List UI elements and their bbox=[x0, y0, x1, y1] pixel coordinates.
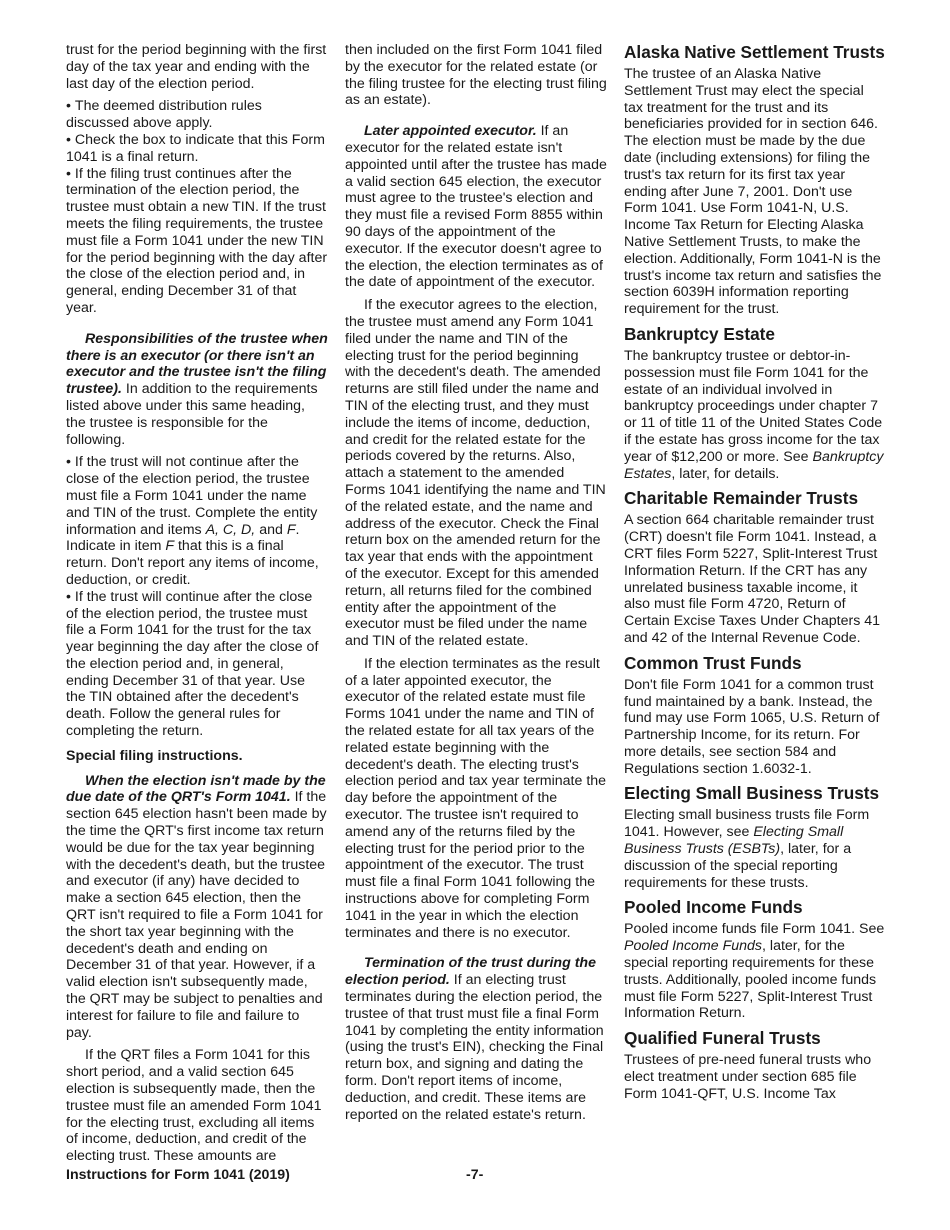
column-3 bbox=[624, 42, 886, 1109]
paragraph bbox=[345, 123, 607, 291]
cross-reference: Electing Small Business Trusts (ESBTs) bbox=[624, 824, 844, 858]
section-heading: Pooled Income Funds bbox=[624, 897, 803, 918]
bullet-item: • If the filing trust continues after the termination of the election period, the trustee must obtain a new TIN. If the trust meets the filing requirements, the trustee must file a Form 1041 under the new TIN for the period beginning with the day after the close of the election period and, in general, ending December 31 of that year. bbox=[66, 166, 328, 317]
text: F bbox=[165, 538, 175, 555]
text: . Indicate in item bbox=[66, 521, 300, 555]
run-in-heading: Later appointed executor. bbox=[364, 123, 537, 140]
paragraph bbox=[624, 921, 886, 1022]
paragraph bbox=[66, 773, 328, 1042]
run-in-heading: When the election isn't made by the due date of the QRT's Form 1041. bbox=[66, 772, 326, 806]
column-2 bbox=[345, 42, 607, 1129]
section-heading: Qualified Funeral Trusts bbox=[624, 1028, 821, 1049]
text: Electing small business trusts file Form 1041. However, see bbox=[624, 807, 870, 841]
text: A, C, D, bbox=[205, 521, 256, 538]
section-heading: Bankruptcy Estate bbox=[624, 323, 775, 344]
cross-reference: Bankruptcy Estates bbox=[624, 448, 884, 482]
run-in-heading: Termination of the trust during the election period. bbox=[345, 955, 596, 989]
text: , later, for a discussion of the special reporting requirements for these trusts. bbox=[624, 841, 852, 891]
section-heading: Charitable Remainder Trusts bbox=[624, 488, 859, 509]
text: and bbox=[255, 521, 287, 538]
paragraph bbox=[624, 807, 886, 891]
paragraph: Don't file Form 1041 for a common trust fund maintained by a bank. Instead, the fund may use Form 1065, U.S. Return of Partnership Income, for its return. For more details, see section 584 and Regulations section 1.6032-1. bbox=[624, 676, 880, 777]
text: , later, for details. bbox=[671, 465, 780, 482]
paragraph: A section 664 charitable remainder trust (CRT) doesn't file Form 1041. Instead, a CRT files Form 5227, Split-Interest Trust Information Return. If the CRT has any unrelated business taxable income, it also must file Form 4720, Return of Certain Excise Taxes Under Chapters 41 and 42 of the Internal Revenue Code. bbox=[624, 512, 881, 646]
paragraph-text: If an electing trust terminates during the election period, the trustee of that trust must file a final Form 1041 by completing the entity information (using the trust's EIN), checking the Final return box, and signing and dating the form. Don't report items of income, deduction, and credit. These items are reported on the related estate's return. bbox=[345, 972, 604, 1123]
text: F bbox=[286, 521, 296, 538]
text: Pooled income funds file Form 1041. See bbox=[624, 921, 885, 938]
paragraph-text: If the section 645 election hasn't been made by the time the QRT's first income tax return would be due for the tax year beginning with the decedent's death, but the trustee and executor (if any) have decided to make a section 645 election, then the QRT isn't required to file a Form 1041 for the short tax year beginning with the decedent's death and ending on December 31 of that year. However, if a valid election isn't subsequently made, the QRT may be subject to penalties and interest for failure to file and failure to pay. bbox=[66, 789, 327, 1041]
section-heading: Alaska Native Settlement Trusts bbox=[624, 42, 885, 62]
paragraph bbox=[345, 955, 607, 1123]
column-1 bbox=[66, 42, 328, 1171]
paragraph: The trustee of an Alaska Native Settlement Trust may elect the special tax treatment for the trust and its beneficiaries provided for in section 646. The election must be made by the due date (including extensions) for filing the trust's tax return for its first tax year ending after June 7, 2001. Don't use Form 1041. Use Form 1041-N, U.S. Income Tax Return for Electing Alaska Native Settlement Trusts, to make the election. Additionally, Form 1041-N is the trust's income tax return and satisfies the section 6039H information reporting requirement for the trust. bbox=[624, 66, 882, 318]
text: If the trust will not continue after the close of the election period, the trustee must file a Form 1041 under the name and TIN of the trust. Complete the entity information and items bbox=[66, 454, 318, 538]
run-in-heading: Responsibilities of the trustee when there is an executor (or there isn't an executor and the trustee isn't the filing trustee). bbox=[66, 330, 328, 398]
paragraph bbox=[66, 331, 328, 449]
bullet-item: • If the trust will continue after the close of the election period, the trustee must file a Form 1041 for the trust for the tax year beginning the day after the close of the election period and, in general, ending December 31 of that year. Use the TIN obtained after the decedent's death. Follow the general rules for completing the return. bbox=[66, 589, 328, 740]
section-heading: Common Trust Funds bbox=[624, 652, 802, 673]
footer-title: Instructions for Form 1041 (2019) bbox=[66, 1167, 290, 1183]
paragraph bbox=[624, 348, 886, 482]
cross-reference: Pooled Income Funds bbox=[624, 938, 763, 955]
paragraph: then included on the first Form 1041 filed by the executor for the related estate (or the filing trustee for the electing trust filing as an estate). bbox=[345, 42, 607, 109]
paragraph-text: If an executor for the related estate isn't appointed until after the trustee has made a valid section 645 election, the executor must agree to the trustee's election and they must file a revised Form 8855 within 90 days of the appointment of the executor. If the executor doesn't agree to the election, the election terminates as of the date of appointment of the executor. bbox=[345, 123, 607, 291]
bullet-item: • The deemed distribution rules discussed above apply. bbox=[66, 98, 328, 132]
bullet-item: • Check the box to indicate that this Form 1041 is a final return. bbox=[66, 132, 328, 166]
paragraph-text: In addition to the requirements listed above under this same heading, the trustee is responsible for the following. bbox=[66, 381, 318, 448]
page-footer bbox=[66, 1167, 886, 1184]
paragraph: If the election terminates as the result of a later appointed executor, the executor of the related estate must file Forms 1041 under the name and TIN of the related estate for all tax years of the related estate beginning with the decedent's death. The electing trust's election period and tax year terminate the day before the appointment of the executor. The trustee isn't required to amend any of the returns filed by the electing trust for the period prior to the appointment of the executor. The trust must file a final Form 1041 following the instructions above for completing Form 1041 in the year in which the election terminates and there is no executor. bbox=[345, 655, 607, 941]
section-heading: Electing Small Business Trusts bbox=[624, 783, 880, 804]
paragraph: If the executor agrees to the election, the trustee must amend any Form 1041 filed under the name and TIN of the electing trust for the period beginning with the decedent's death. The amended returns are still filed under the name and TIN of the electing trust, and they must include the items of income, deduction, and credit for the related estate for the periods covered by the returns. Also, attach a statement to the amended Forms 1041 identifying the name and TIN of the related estate, and the name and address of the executor. Check the Final return box on the amended return for the tax year that ends with the appointment of the executor. Except for this amended return, all returns filed for the combined entity after the appointment of the executor must be filed under the name and TIN of the related estate. bbox=[345, 297, 606, 650]
section-subheading: Special filing instructions. bbox=[66, 747, 243, 764]
page-number: -7- bbox=[466, 1167, 484, 1183]
paragraph: Trustees of pre-need funeral trusts who elect treatment under section 685 file Form 1041-QFT, U.S. Income Tax bbox=[624, 1052, 872, 1102]
paragraph: If the QRT files a Form 1041 for this short period, and a valid section 645 election is subsequently made, then the trustee must file an amended Form 1041 for the electing trust, excluding all items of income, deduction, and credit of the electing trust. These amounts are bbox=[66, 1047, 322, 1165]
text: The bankruptcy trustee or debtor-in-possession must file Form 1041 for the estate of an individual involved in bankruptcy proceedings under chapter 7 or 11 of title 11 of the United States Code if the estate has gross income for the tax year of $12,200 or more. See bbox=[624, 347, 883, 465]
paragraph: trust for the period beginning with the first day of the tax year and ending with the last day of the election period. bbox=[66, 42, 327, 92]
bullet-item bbox=[66, 454, 328, 588]
text: , later, for the special reporting requirements for these trusts. Additionally, pooled income funds must file Form 5227, Split-Interest Trust Information Return. bbox=[624, 938, 877, 1022]
text: that this is a final return. Don't report any items of income, deduction, or credit. bbox=[66, 538, 319, 588]
